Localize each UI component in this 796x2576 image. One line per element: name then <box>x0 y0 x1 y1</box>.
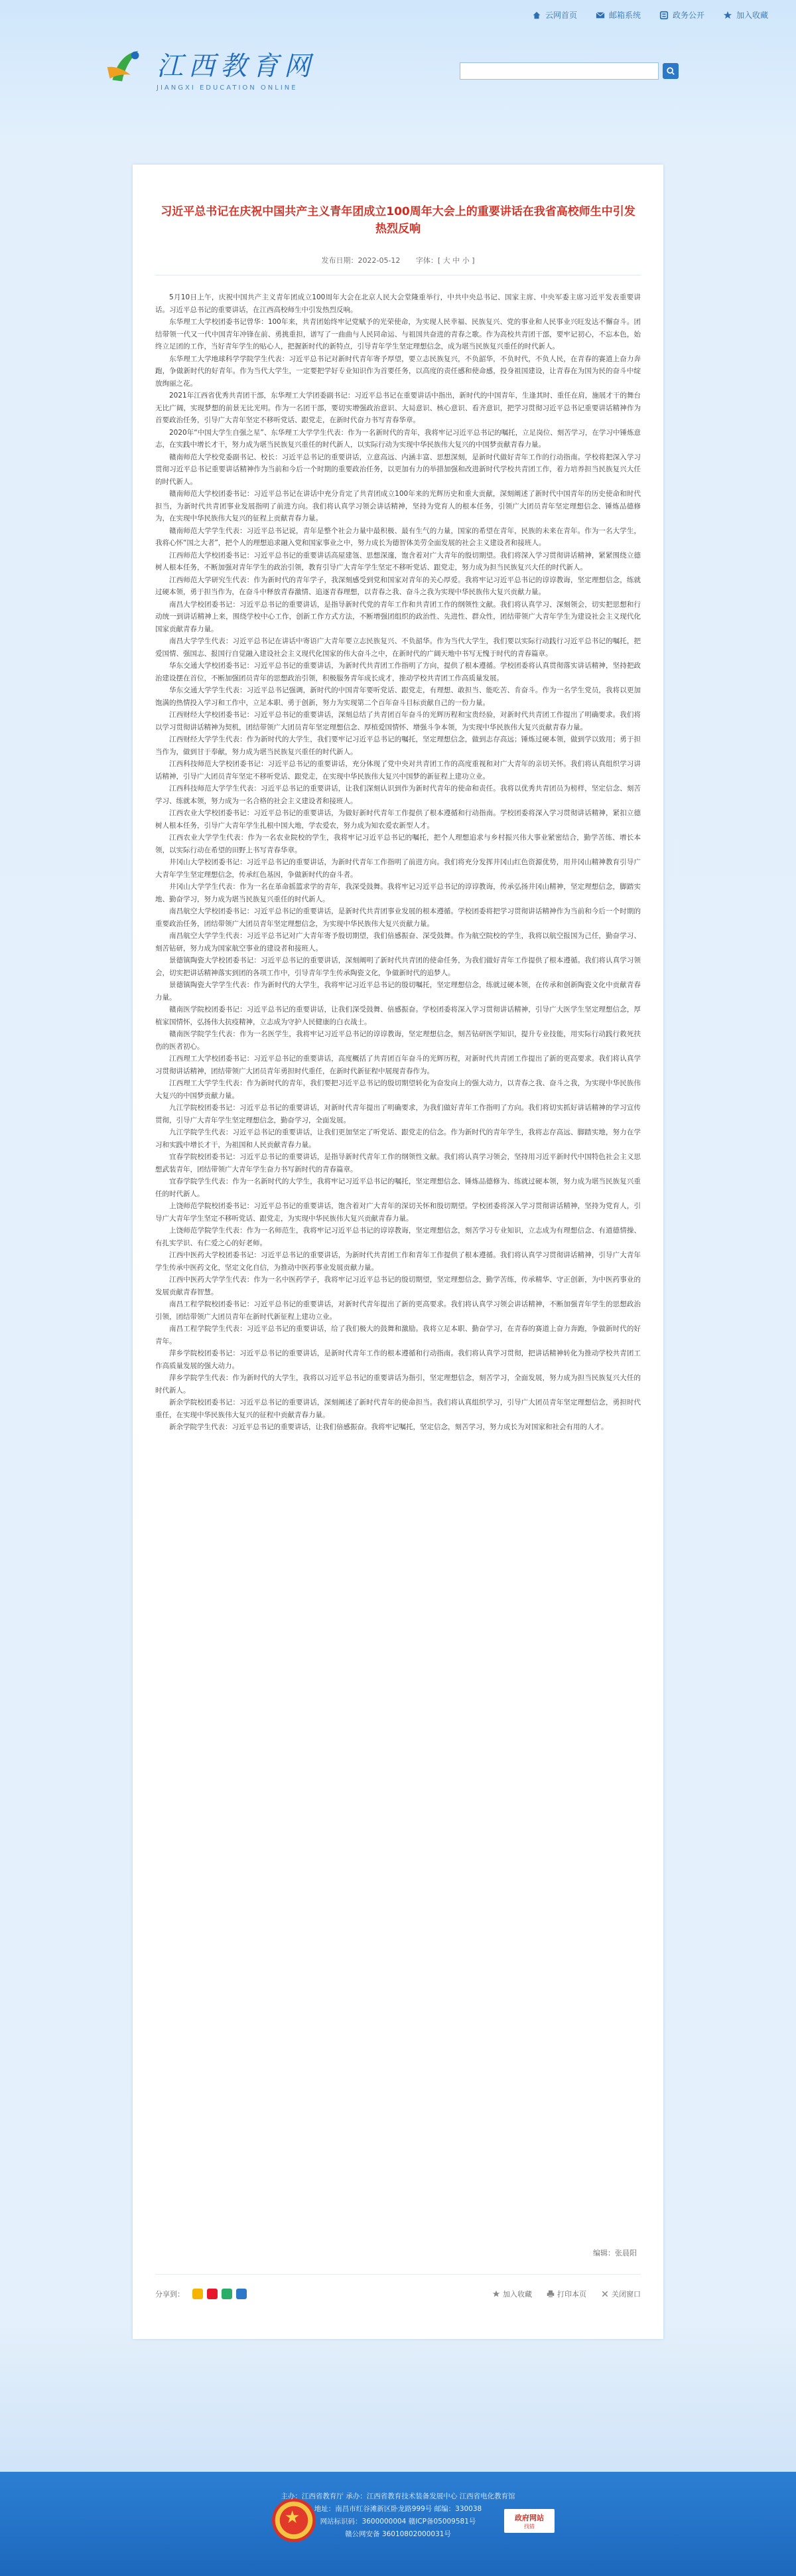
font-label: 字体： <box>415 256 438 265</box>
emblem-star-icon: ★ <box>285 2508 300 2528</box>
badge-line-1: 政府网站 <box>515 2513 544 2522</box>
search-button[interactable] <box>663 63 679 79</box>
article-paragraph: 赣南师范大学学生代表：习近平总书记说，青年是整个社会力量中最积极、最有生气的力量，国家的希望在青年，民族的未来在青年。作为一名大学生，我将心怀“国之大者”，把个人的理想追求融入党和国家事业之中，努力成长为德智体美劳全面发展的社会主义建设者和接班人。 <box>155 526 641 547</box>
top-link-label: 邮箱系统 <box>608 11 641 20</box>
article-paragraph: 赣南医学院学生代表：作为一名医学生，我将牢记习近平总书记的谆谆教诲，坚定理想信念，刻苦钻研医学知识，提升专业技能，用实际行动践行救死扶伤的医者初心。 <box>155 1030 641 1051</box>
share-weibo-icon[interactable] <box>207 2289 218 2299</box>
share-qzone-icon[interactable] <box>192 2289 203 2299</box>
article-paragraph: 江西师范大学研究生代表：作为新时代的青年学子，我深刻感受到党和国家对青年的关心厚爱。我将牢记习近平总书记的谆谆教诲，坚定理想信念，练就过硬本领，勇于担当作为，在奋斗中释放青春激情、追逐青春理想，以青春之我、奋斗之我为实现中华民族伟大复兴贡献力量。 <box>155 575 641 596</box>
mail-icon <box>596 11 605 20</box>
top-link-label: 政务公开 <box>672 11 704 20</box>
article-paragraph: 九江学院学生代表：习近平总书记的重要讲话，让我们更加坚定了听党话、跟党走的信念。作为新时代的青年学生，我将志存高远、脚踏实地，努力在学习和实践中增长才干，为祖国和人民贡献青春力量。 <box>155 1128 641 1149</box>
article-paragraph: 2020年“中国大学生自强之星”、东华理工大学学生代表：作为一名新时代的青年，我将牢记习近平总书记的嘱托，立足岗位、刻苦学习，在学习中锤炼意志，在实践中增长才干，努力成为堪当民族复兴重任的时代新人，以实际行动为实现中华民族伟大复兴的中国梦贡献青春力量。 <box>155 428 641 449</box>
footer-line-1: 主办：江西省教育厅 承办：江西省教育技术装备发展中心 江西省电化教育馆 <box>281 2492 515 2500</box>
article-paragraph: 江西科技师范大学校团委书记：习近平总书记的重要讲话，充分体现了党中央对共青团工作的高度重视和对广大青年的亲切关怀。我们将认真组织学习讲话精神，引导广大团员青年坚定不移听党话、跟党走，在实现中华民族伟大复兴中国梦的新征程上建功立业。 <box>155 760 641 781</box>
badge-line-2: 找错 <box>524 2523 535 2530</box>
article-paragraph: 赣南师范大学校党委副书记、校长：习近平总书记的重要讲话，立意高远、内涵丰富、思想深刻，是新时代做好青年工作的行动指南。学校将把深入学习贯彻习近平总书记重要讲话精神作为当前和今后一个时期的重要政治任务，以更加有力的举措加强和改进新时代学校共青团工作，着力培养担当民族复兴大任的时代新人。 <box>155 453 641 486</box>
article-paragraph: 南昌大学学生代表：习近平总书记在讲话中寄语广大青年要立志民族复兴、不负韶华。作为当代大学生，我们要以实际行动践行习近平总书记的嘱托，把爱国情、强国志、报国行自觉融入建设社会主义现代化国家的伟大奋斗之中，在新时代的广阔天地中书写无愧于时代的青春篇章。 <box>155 637 641 658</box>
article-paragraph: 华东交通大学学生代表：习近平总书记强调，新时代的中国青年要听党话、跟党走，有理想、敢担当、能吃苦、肯奋斗。作为一名学生党员，我将以更加饱满的热情投入学习和工作中，立足本职、勇于创新，努力为实现第二个百年奋斗目标贡献自己的一份力量。 <box>155 686 641 707</box>
logo-cn-text: 江西教育网 <box>157 51 316 82</box>
footer-line-3: 网站标识码：3600000004 赣ICP备05009581号 <box>320 2518 476 2526</box>
top-link-office[interactable] <box>659 9 704 21</box>
article-paragraph: 华东交通大学校团委书记：习近平总书记的重要讲话，为新时代共青团工作指明了方向，提供了根本遵循。学校团委将认真贯彻落实讲话精神，坚持把政治建设摆在首位，不断加强团员青年的思想政治引领，积极服务青年成长成才，推动学校共青团工作高质量发展。 <box>155 662 641 682</box>
article-paragraph: 新余学院学生代表：习近平总书记的重要讲话，让我们倍感振奋。我将牢记嘱托，坚定信念，刻苦学习，努力成长为对国家和社会有用的人才。 <box>169 1423 608 1431</box>
article-actions <box>492 2289 641 2299</box>
site-header <box>0 37 796 110</box>
article-title: 习近平总书记在庆祝中国共产主义青年团成立100周年大会上的重要讲话在我省高校师生中引发热烈反响 <box>161 205 635 236</box>
editor-label: 编辑： <box>593 2249 615 2257</box>
article-paragraph: 江西理工大学学生代表：作为新时代的青年，我们要把习近平总书记的殷切期望转化为奋发向上的强大动力，以青春之我、奋斗之我，为实现中华民族伟大复兴的中国梦贡献力量。 <box>155 1079 641 1100</box>
article-body <box>133 275 663 1434</box>
article-paragraph: 宜春学院校团委书记：习近平总书记的重要讲话，是指导新时代青年工作的纲领性文献。我们将认真学习领会，坚持用习近平新时代中国特色社会主义思想武装青年，团结带领广大青年学生奋力书写新时代的青春篇章。 <box>155 1153 641 1174</box>
print-button[interactable] <box>547 2289 586 2299</box>
article-editor <box>593 2247 637 2258</box>
footer-line-2: 地址：南昌市红谷滩新区卧龙路999号 邮编：330038 <box>314 2505 482 2513</box>
search-input[interactable] <box>460 62 659 80</box>
article-paragraph: 南昌航空大学校团委书记：习近平总书记的重要讲话，是新时代共青团事业发展的根本遵循。学校团委将把学习贯彻讲话精神作为当前和今后一个时期的重要政治任务，团结带领广大团员青年坚定理想信念，为实现中华民族伟大复兴贡献力量。 <box>155 907 641 928</box>
search-bar <box>460 62 679 80</box>
article-paragraph: 江西农业大学学生代表：作为一名农业院校的学生，我将牢记习近平总书记的嘱托，把个人理想追求与乡村振兴伟大事业紧密结合，勤学苦练、增长本领，以实际行动在希望的田野上书写青春华章。 <box>155 834 641 854</box>
article-paragraph: 江西师范大学校团委书记：习近平总书记的重要讲话高屋建瓴、思想深邃，饱含着对广大青年的殷切期望。我们将深入学习贯彻讲话精神，紧紧围绕立德树人根本任务，不断加强对青年学生的政治引领，教育引导广大青年学生坚定不移听党话、跟党走，努力成为担当民族复兴大任的时代新人。 <box>155 551 641 571</box>
article-paragraph: 东华理工大学地球科学学院学生代表：习近平总书记对新时代青年寄予厚望，要立志民族复兴，不负韶华，不负时代，不负人民，在青春的赛道上奋力奔跑，争做新时代的好青年。作为当代大学生，一定要把学好专业知识作为首要任务，以高度的责任感和使命感，投身祖国建设，让青春在为国为民的奋斗中绽放绚丽之花。 <box>155 354 641 388</box>
article-paragraph: 萍乡学院校团委书记：习近平总书记的重要讲话，是新时代青年工作的根本遵循和行动指南。我们将认真学习贯彻，把讲话精神转化为推动学校共青团工作高质量发展的强大动力。 <box>155 1349 641 1370</box>
favorite-icon <box>723 11 732 20</box>
article-paragraph: 江西科技师范大学学生代表：习近平总书记的重要讲话，让我们深刻认识到作为新时代青年的使命和责任。我将以优秀共青团员为榜样，坚定信念、刻苦学习、练就本领，努力成为一名合格的社会主义建设者和接班人。 <box>155 785 641 805</box>
article-paragraph: 南昌大学校团委书记：习近平总书记的重要讲话，是指导新时代党的青年工作和共青团工作的纲领性文献。我们将认真学习、深刻领会，切实把思想和行动统一到讲话精神上来，围绕学校中心工作，创新工作方式方法，不断增强团组织的政治性、先进性、群众性，团结带领广大青年学生为建设社会主义现代化国家贡献青春力量。 <box>155 600 641 633</box>
article-paragraph: 上饶师范学院校团委书记：习近平总书记的重要讲话，饱含着对广大青年的深切关怀和殷切期望。学校团委将深入学习贯彻讲话精神，坚持为党育人，引导广大青年学生坚定不移听党话、跟党走，为实现中华民族伟大复兴贡献青春力量。 <box>155 1202 641 1223</box>
top-link-favorite[interactable] <box>723 9 768 21</box>
site-logo[interactable] <box>100 41 316 96</box>
article-paragraph: 南昌航空大学学生代表：习近平总书记对广大青年寄予殷切期望，我们倍感振奋、深受鼓舞。作为航空院校的学生，我将以航空报国为己任，勤奋学习、刻苦钻研，努力成为国家航空事业的建设者和接班人。 <box>155 932 641 952</box>
favorite-label: 加入收藏 <box>503 2289 532 2299</box>
top-link-home[interactable] <box>532 9 577 21</box>
error-report-badge[interactable] <box>504 2509 555 2533</box>
font-size-control <box>416 256 475 265</box>
article-footer-bar <box>155 2274 641 2312</box>
article-paragraph: 景德镇陶瓷大学学生代表：作为新时代的大学生，我将牢记习近平总书记的殷切嘱托，坚定理想信念，练就过硬本领，在传承和创新陶瓷文化中贡献青春力量。 <box>155 981 641 1002</box>
home-icon <box>532 11 541 20</box>
publish-date <box>321 256 400 265</box>
article-paragraph: 江西财经大学学生代表：作为新时代的大学生，我们要牢记习近平总书记的嘱托，坚定理想信念，做到志存高远；锤炼过硬本领，做到学以致用；勇于担当作为，做到甘于奉献，努力成为堪当民族复兴重任的时代新人。 <box>155 735 641 756</box>
site-footer <box>0 2472 796 2576</box>
article-paragraph: 江西理工大学校团委书记：习近平总书记的重要讲话，高度概括了共青团百年奋斗的光辉历程，对新时代共青团工作提出了新的更高要求。我们将认真学习贯彻讲话精神，团结带领广大团员青年勇担时代重任，在新时代新征程中展现青春作为。 <box>155 1055 641 1075</box>
editor-name: 张晨阳 <box>615 2249 637 2257</box>
article-paragraph: 江西中医药大学学生代表：作为一名中医药学子，我将牢记习近平总书记的殷切期望，坚定理想信念，勤学苦练，传承精华、守正创新，为中医药事业的发展贡献青春智慧。 <box>155 1276 641 1296</box>
favorite-button[interactable] <box>492 2289 532 2299</box>
print-label: 打印本页 <box>557 2289 586 2299</box>
font-size-options[interactable]: [ 大 中 小 ] <box>437 256 475 265</box>
article-paragraph: 景德镇陶瓷大学校团委书记：习近平总书记的重要讲话，深刻阐明了新时代共青团的使命任务，为我们做好青年工作提供了根本遵循。我们将认真学习领会，切实把讲话精神落实到团的各项工作中，引导青年学生传承陶瓷文化，争做新时代的追梦人。 <box>155 956 641 977</box>
article-paragraph: 井冈山大学校团委书记：习近平总书记的重要讲话，为新时代青年工作指明了前进方向。我们将充分发挥井冈山红色资源优势，用井冈山精神教育引导广大青年学生坚定理想信念，传承红色基因，争做新时代的奋斗者。 <box>155 858 641 879</box>
footer-info <box>0 2490 796 2541</box>
share-tencent-icon[interactable] <box>236 2289 247 2299</box>
logo-mark-icon <box>100 41 151 96</box>
footer-line-4: 赣公网安备 36010802000031号 <box>345 2530 451 2538</box>
office-icon <box>659 11 669 20</box>
article-paragraph: 东华理工大学校团委书记曾华：100年来，共青团始终牢记党赋予的光荣使命，为实现人民幸福、民族复兴、党的事业和人民事业兴旺发达不懈奋斗。团结带领一代又一代中国青年冲锋在前、勇挑重担，谱写了一曲曲与人民同命运、与祖国共奋进的青春之歌。作为高校共青团干部，要牢记初心，不忘本色，始终立足团的工作，当好青年学生的贴心人，把握新时代的新特点，引导青年学生坚定理想信念，成为堪当民族复兴重任的时代新人。 <box>155 318 641 350</box>
search-icon <box>666 66 675 76</box>
top-bar <box>0 0 796 37</box>
article-paragraph: 赣南医学院校团委书记：习近平总书记的重要讲话，让我们深受鼓舞、倍感振奋。学校团委将深入学习贯彻讲话精神，引导广大医学生坚定理想信念，厚植家国情怀，弘扬伟大抗疫精神，立志成为守护人民健康的白衣战士。 <box>155 1006 641 1026</box>
top-links <box>532 9 768 21</box>
date-value: 2022-05-12 <box>358 256 401 265</box>
share-wechat-icon[interactable] <box>222 2289 232 2299</box>
logo-text <box>157 45 316 92</box>
article-paragraph: 南昌工程学院校团委书记：习近平总书记的重要讲话，对新时代青年提出了新的更高要求。我们将认真学习领会讲话精神，不断加强青年学生的思想政治引领，团结带领广大团员青年在新时代新征程上建功立业。 <box>155 1300 641 1321</box>
article-paragraph: 井冈山大学学生代表：作为一名在革命摇篮求学的青年，我深受鼓舞。我将牢记习近平总书记的谆谆教诲，传承弘扬井冈山精神，坚定理想信念，脚踏实地、勤奋学习，努力成为堪当民族复兴重任的时代新人。 <box>155 883 641 903</box>
top-link-label: 云网首页 <box>545 11 577 20</box>
article-meta <box>133 255 663 265</box>
top-link-mail[interactable] <box>596 9 641 21</box>
share-bar <box>155 2289 247 2299</box>
close-window-button[interactable] <box>601 2289 641 2299</box>
favorite-icon <box>492 2290 500 2298</box>
close-label: 关闭窗口 <box>612 2289 641 2299</box>
article-paragraph: 5月10日上午，庆祝中国共产主义青年团成立100周年大会在北京人民大会堂隆重举行，中共中央总书记、国家主席、中央军委主席习近平发表重要讲话。习近平总书记的重要讲话，在江西高校师生中引发热烈反响。 <box>155 293 641 314</box>
close-icon <box>601 2290 609 2298</box>
article-paragraph: 南昌工程学院学生代表：习近平总书记的重要讲话，给了我们极大的鼓舞和激励。我将立足本职、勤奋学习，在青春的赛道上奋力奔跑，争做新时代的好青年。 <box>155 1325 641 1345</box>
date-label: 发布日期： <box>321 256 358 265</box>
article-paragraph: 2021年江西省优秀共青团干部，东华理工大学团委副书记：习近平总书记在重要讲话中指出，新时代的中国青年，生逢其时、重任在肩，施展才干的舞台无比广阔，实现梦想的前景无比光明。作为一名团干部，要切实增强政治意识、大局意识、核心意识、看齐意识，把学习贯彻习近平总书记重要讲话精神作为首要政治任务，引导广大青年坚定不移听党话、跟党走，在新时代奋力书写青春华章。 <box>155 392 641 424</box>
article-paragraph: 九江学院校团委书记：习近平总书记的重要讲话，对新时代青年提出了明确要求，为我们做好青年工作指明了方向。我们将切实抓好讲话精神的学习宣传贯彻，引导广大青年学生坚定理想信念，勤奋学习，全面发展。 <box>155 1104 641 1124</box>
share-label: 分享到： <box>155 2289 184 2299</box>
article-paragraph: 新余学院校团委书记：习近平总书记的重要讲话，深刻阐述了新时代青年的使命担当。我们将认真组织学习，引导广大团员青年坚定理想信念，勇担时代重任，在实现中华民族伟大复兴的征程中贡献青春力量。 <box>155 1399 641 1419</box>
article-paragraph: 宜春学院学生代表：作为一名新时代的大学生，我将牢记习近平总书记的嘱托，坚定理想信念、锤炼品德修为、练就过硬本领，努力成为堪当民族复兴重任的时代新人。 <box>155 1177 641 1198</box>
top-link-label: 加入收藏 <box>736 11 768 20</box>
logo-en-text: JIANGXI EDUCATION ONLINE <box>157 84 298 92</box>
article-paragraph: 江西财经大学校团委书记：习近平总书记的重要讲话，深刻总结了共青团百年奋斗的光辉历程和宝贵经验，对新时代共青团工作提出了明确要求。我们将以学习贯彻讲话精神为契机，团结带领广大团员青年坚定理想信念、厚植爱国情怀、增强斗争本领，为实现中华民族伟大复兴贡献青春力量。 <box>155 711 641 731</box>
article-paragraph: 赣南师范大学校团委书记：习近平总书记在讲话中充分肯定了共青团成立100年来的光辉历史和重大贡献，深刻阐述了新时代中国青年的历史使命和时代担当，为新时代共青团事业发展指明了前进方向。我们将认真学习领会讲话精神，坚持为党育人的根本任务，引领广大团员青年坚定理想信念、锤炼品德修为，在实现中华民族伟大复兴的征程上贡献青春力量。 <box>155 490 641 522</box>
article-card <box>133 165 663 2339</box>
article-paragraph: 江西农业大学校团委书记：习近平总书记的重要讲话，为做好新时代青年工作提供了根本遵循和行动指南。学校团委将深入学习贯彻讲话精神，紧扣立德树人根本任务，引导广大青年学生扎根中国大地，学农爱农，努力成为知农爱农新型人才。 <box>155 809 641 830</box>
article-paragraph: 江西中医药大学校团委书记：习近平总书记的重要讲话，为新时代共青团工作和青年工作提供了根本遵循。我们将认真学习贯彻讲话精神，引导广大青年学生传承中医药文化，坚定文化自信，为推动中医药事业发展贡献力量。 <box>155 1251 641 1272</box>
article-paragraph: 上饶师范学院学生代表：作为一名师范生，我将牢记习近平总书记的谆谆教诲，坚定理想信念，刻苦学习专业知识，立志成为有理想信念、有道德情操、有扎实学识、有仁爱之心的好老师。 <box>155 1227 641 1247</box>
article-paragraph: 萍乡学院学生代表：作为新时代的大学生，我将以习近平总书记的重要讲话为指引，坚定理想信念，刻苦学习，全面发展，努力成为担当民族复兴大任的时代新人。 <box>155 1374 641 1395</box>
print-icon <box>547 2290 555 2298</box>
